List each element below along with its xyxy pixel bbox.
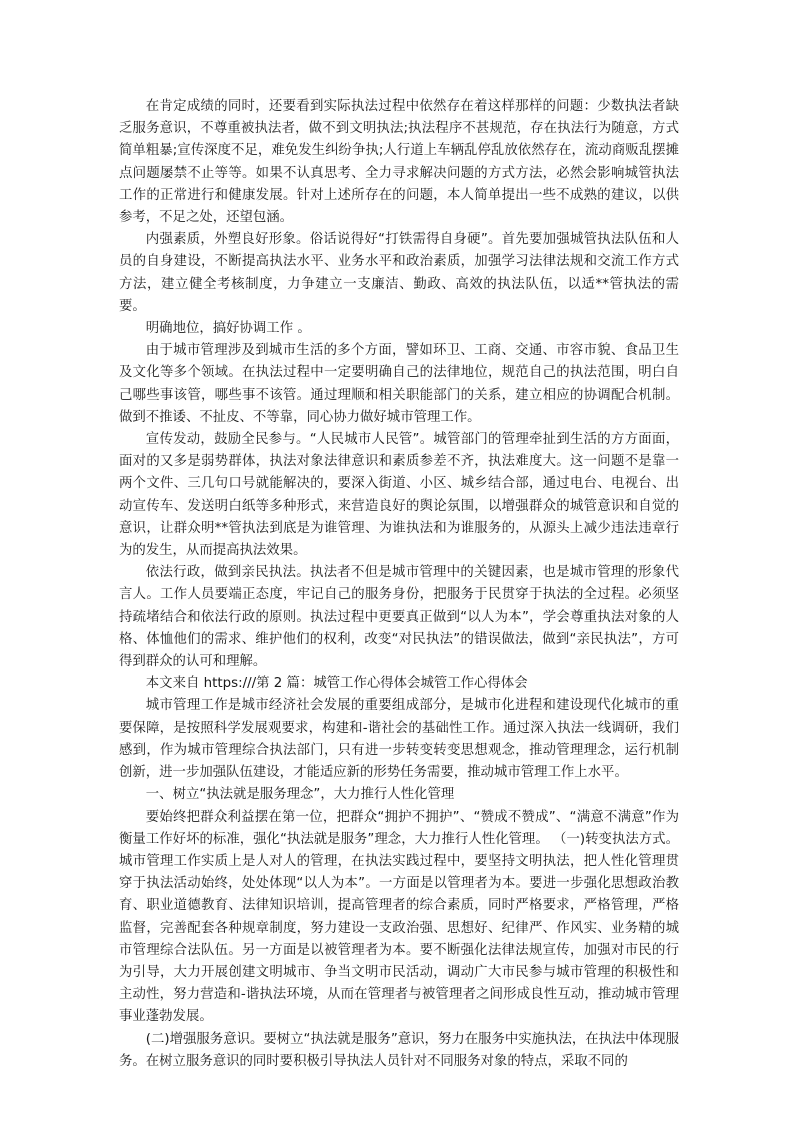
section-heading-1: 一、树立“执法就是服务理念”，大力推行人性化管理: [145, 787, 455, 803]
paragraph-clarify-position: 明确地位，搞好协调工作 。: [145, 321, 311, 337]
paragraph-lawful-administration: 依法行政，做到亲民执法。执法者不但是城市管理中的关键因素，也是城市管理的形象代言人。工作人员要端正态度，牢记自己的服务身份，把服务于民贯穿于执法的全过程。必须坚持疏堵结合和依法行政的原则。执法过程中更要真正做到“以人为本”，学会尊重执法对象的人格、体恤他们的需求、维护他们的权利，改变“对民执法”的错误做法，做到“亲民执法”，方可得到群众的认可和理解。: [119, 565, 679, 670]
paragraph-service-awareness: (二)增强服务意识。要树立“执法就是服务”意识，努力在服务中实施执法，在执法中体现服务。在树立服务意识的同时要积极引导执法人员针对不同服务对象的特点，采取不同的: [119, 1031, 679, 1069]
paragraph-source-note: 本文来自 https:///第 2 篇：城管工作心得体会城管工作心得体会: [145, 676, 528, 692]
paragraph-humanized-management: 要始终把群众利益摆在第一位，把群众“拥护不拥护”、“赞成不赞成”、“满意不满意”作为衡量工作好坏的标准，强化“执法就是服务”理念，大力推行人性化管理。 （一)转变执法方式。城市管理工作实质上是人对人的管理，在执法实践过程中，要坚持文明执法，把人性化管理贯穿于执法活动始终，处处体现“以人为本”。一方面是以管理者为本。要进一步强化思想政治教育、职业道德教育、法律知识培训，提高管理者的综合素质，同时严格要求，严格管理，严格监督，完善配套各种规章制度，努力建设一支政治强、思想好、纪律严、作风实、业务精的城市管理综合法队伍。另一方面是以被管理者为本。要不断强化法律法规宣传，加强对市民的行为引导，大力开展创建文明城市、争当文明市民活动，调动广大市民参与城市管理的积极性和主动性，努力营造和-谐执法环境，从而在管理者与被管理者之间形成良性互动，推动城市管理事业蓬勃发展。: [119, 809, 679, 1025]
document-page: [119, 96, 679, 1073]
paragraph-publicity: 宣传发动，鼓励全民参与。“人民城市人民管”。城管部门的管理牵扯到生活的方方面面，面对的又多是弱势群体，执法对象法律意识和素质参差不齐，执法难度大。这一问题不是靠一两个文件、三几句口号就能解决的，要深入街道、小区、城乡结合部，通过电台、电视台、出动宣传车、发送明白纸等多种形式，来营造良好的舆论氛围，以增强群众的城管意识和自觉的意识，让群众明**管执法到底是为谁管理、为谁执法和为谁服务的，从源头上减少违法违章行为的发生，从而提高执法效果。: [119, 432, 679, 559]
paragraph-coordination: 由于城市管理涉及到城市生活的多个方面，譬如环卫、工商、交通、市容市貌、食品卫生及文化等多个领域。在执法过程中一定要明确自己的法律地位，规范自己的执法范围，明白自己哪些事该管，哪些事不该管。通过理顺和相关职能部门的关系，建立相应的协调配合机制。做到不推诿、不扯皮、不等靠，同心协力做好城市管理工作。: [119, 343, 679, 425]
paragraph-problems: 在肯定成绩的同时，还要看到实际执法过程中依然存在着这样那样的问题：少数执法者缺乏服务意识，不尊重被执法者，做不到文明执法;执法程序不甚规范，存在执法行为随意，方式简单粗暴;宣传深度不足，难免发生纠纷争执;人行道上车辆乱停乱放依然存在，流动商贩乱摆摊点问题屡禁不止等等。如果不认真思考、全力寻求解决问题的方式方法，必然会影响城管执法工作的正常进行和健康发展。针对上述所存在的问题，本人简单提出一些不成熟的建议，以供参考，不足之处，还望包涵。: [119, 99, 679, 226]
paragraph-city-management-intro: 城市管理工作是城市经济社会发展的重要组成部分，是城市化进程和建设现代化城市的重要保障，是按照科学发展观要求，构建和-谐社会的基础性工作。通过深入执法一线调研，我们感到，作为城市管理综合执法部门，只有进一步转变转变思想观念，推动管理理念，运行机制创新，进一步加强队伍建设，才能适应新的形势任务需要，推动城市管理工作上水平。: [119, 698, 679, 781]
paragraph-internal-quality: 内强素质，外塑良好形象。俗话说得好“打铁需得自身硬”。首先要加强城管执法队伍和人员的自身建设，不断提高执法水平、业务水平和政治素质，加强学习法律法规和交流工作方式方法，建立健全考核制度，力争建立一支廉洁、勤政、高效的执法队伍，以适**管执法的需要。: [119, 232, 679, 314]
